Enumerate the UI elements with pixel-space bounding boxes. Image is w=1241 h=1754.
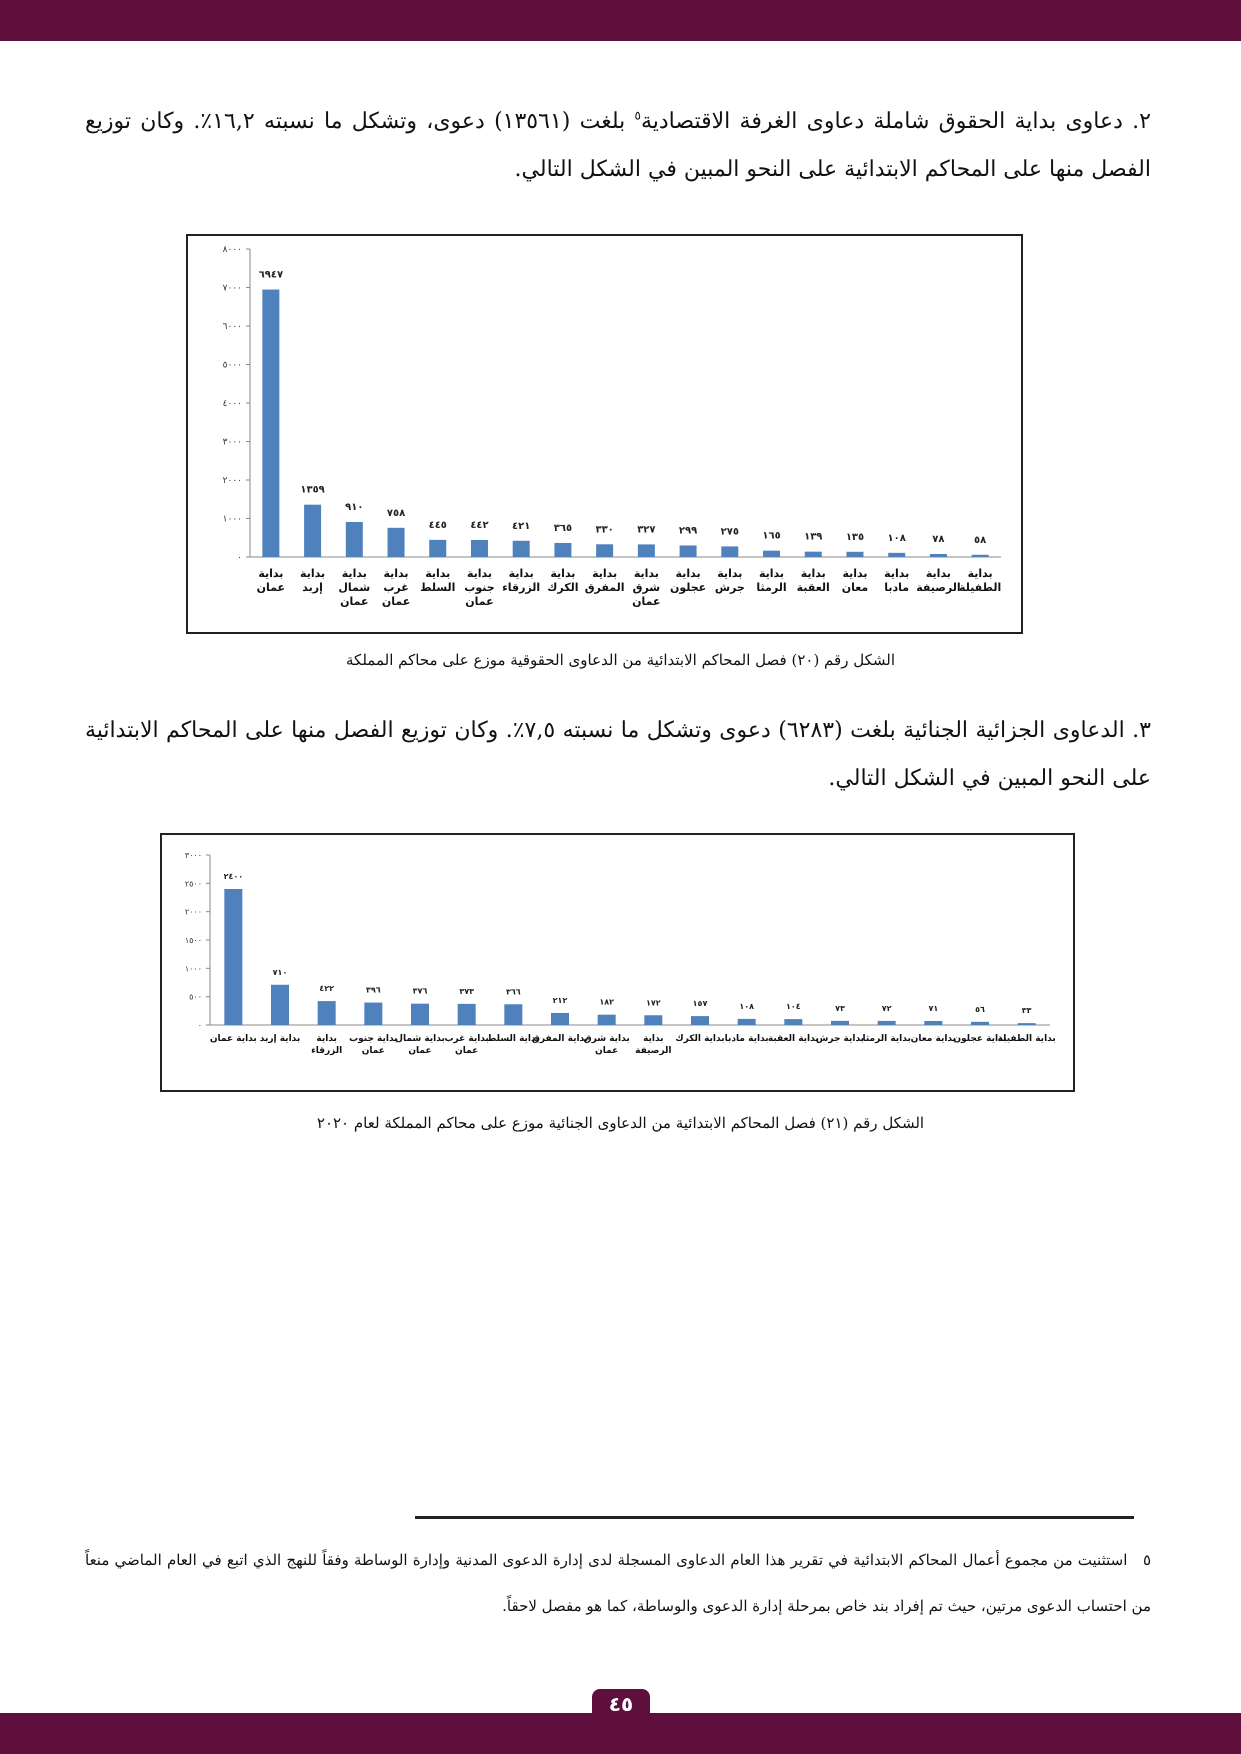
x-tick-label: بداية جنوب عمان: [464, 567, 495, 608]
bar: [504, 1004, 522, 1025]
bar: [224, 889, 242, 1025]
data-label: ٣٣٠: [595, 524, 614, 536]
bar: [458, 1004, 476, 1025]
paragraph-civil-cases-after: بلغت (١٣٥٦١) دعوى، وتشكل ما نسبته ١٦,٢٪. وكان توزيع الفصل منها على المحاكم الابتدائية على النحو المبين في الشكل التالي.: [85, 109, 1151, 182]
bar: [644, 1015, 662, 1025]
civil-cases-chart-svg: [188, 236, 1021, 632]
paragraph-civil-cases-before: ٢. دعاوى بداية الحقوق شاملة دعاوى الغرفة الاقتصادية: [640, 109, 1151, 134]
x-tick-label: بداية عمان: [209, 1034, 257, 1044]
y-tick-label: ٥٠٠٠: [222, 360, 242, 371]
x-tick-label: بداية العقبة: [796, 567, 830, 594]
footnote-text: استثنيت من مجموع أعمال المحاكم الابتدائية في تقرير هذا العام الدعاوى المسجلة لدى إدارة الدعوى المدنية وإدارة الوساطة وفقاً للنهج الذي اتبع في العام الماضي منعاً من احتساب الدعوى مرتين، حيث تم إفراد بند خاص بمرحلة إدارة الدعوى والوساطة، كما هو مفصل لاحقاً.: [85, 1551, 1151, 1615]
x-tick-label: بداية الكرك: [547, 567, 579, 594]
data-label: ٧١: [928, 1003, 939, 1013]
y-tick-label: ٢٠٠٠: [222, 476, 242, 486]
y-tick-label: ١٠٠٠: [184, 964, 202, 974]
x-tick-label: بداية معان: [910, 1034, 957, 1044]
bar: [878, 1021, 896, 1025]
x-tick-label: بداية الزرقاء: [311, 1034, 343, 1056]
data-label: ٤٢١: [512, 520, 531, 532]
x-tick-label: بداية الرصيفة: [916, 567, 961, 594]
data-label: ٣٣: [1021, 1006, 1032, 1016]
data-label: ٧٨: [932, 533, 945, 545]
bar: [318, 1001, 336, 1025]
x-tick-label: بداية عجلون: [953, 1034, 1007, 1044]
page-number: ٤٥: [592, 1689, 650, 1719]
bar: [691, 1016, 709, 1025]
bar: [304, 505, 321, 557]
bar: [831, 1021, 849, 1025]
data-label: ١٠٨: [739, 1001, 754, 1011]
top-band: [0, 0, 1241, 41]
data-label: ١٧٢: [646, 998, 661, 1008]
footnote-separator: [415, 1516, 1134, 1519]
x-tick-label: بداية جرش: [815, 1034, 865, 1044]
bar: [784, 1019, 802, 1025]
x-tick-label: بداية الطفيلة: [959, 567, 1002, 594]
y-tick-label: ٦٠٠٠: [222, 322, 242, 332]
data-label: ١٦٥: [762, 530, 781, 542]
x-tick-label: بداية غرب عمان: [444, 1034, 489, 1056]
figure-21-caption: الشكل رقم (٢١) فصل المحاكم الابتدائية من الدعاوى الجنائية موزع على محاكم المملكة لعام ٢٠٢٠: [316, 1114, 925, 1132]
x-tick-label: بداية شرق عمان: [632, 567, 661, 608]
x-tick-label: بداية السلط: [487, 1034, 540, 1044]
bar: [680, 545, 697, 557]
criminal-cases-chart-svg: [162, 835, 1073, 1090]
data-label: ٤٤٥: [428, 519, 447, 531]
data-label: ٥٨: [974, 534, 987, 546]
bar: [513, 541, 530, 557]
data-label: ٧١٠: [272, 967, 288, 977]
bar: [805, 552, 822, 557]
y-tick-label: ٣٠٠٠: [222, 437, 242, 448]
bar: [598, 1015, 616, 1025]
x-tick-label: بداية الرصيفة: [635, 1034, 672, 1056]
bar: [971, 1022, 989, 1025]
bar: [972, 555, 989, 557]
data-label: ٣٦٦: [506, 987, 521, 997]
bar: [388, 528, 405, 557]
x-tick-label: بداية غرب عمان: [381, 567, 411, 608]
x-tick-label: بداية شمال عمان: [338, 567, 371, 608]
x-tick-label: بداية المفرق: [531, 1034, 589, 1044]
bar: [924, 1021, 942, 1025]
x-tick-label: بداية شرق عمان: [583, 1034, 630, 1056]
y-tick-label: ١٠٠٠: [222, 514, 242, 525]
x-tick-label: بداية إربد: [300, 567, 326, 594]
x-tick-label: بداية السلط: [420, 567, 456, 594]
paragraph-criminal-cases: ٣. الدعاوى الجزائية الجنائية بلغت (٦٢٨٣) دعوى وتشكل ما نسبته ٧,٥٪. وكان توزيع الفصل منها على المحاكم الابتدائية على النحو المبين في الشكل التالي.: [85, 718, 1151, 791]
y-tick-label: ٥٠٠: [189, 992, 202, 1002]
data-label: ١٠٤: [786, 1002, 801, 1012]
data-label: ٧٥٨: [386, 507, 406, 519]
bar: [411, 1004, 429, 1025]
data-label: ١٨٢: [599, 997, 614, 1007]
bar: [429, 540, 446, 557]
bar: [471, 540, 488, 557]
x-tick-label: بداية العقبة: [767, 1034, 819, 1044]
paragraph-civil-cases: [85, 98, 1151, 194]
criminal-cases-chart: [160, 833, 1075, 1092]
bar: [1018, 1023, 1036, 1025]
x-tick-label: بداية الزرقاء: [502, 567, 541, 594]
y-tick-label: ٨٠٠٠: [222, 245, 242, 255]
data-label: ٩١٠: [345, 501, 364, 513]
figure-20-caption: الشكل رقم (٢٠) فصل المحاكم الابتدائية من الدعاوى الحقوقية موزع على محاكم المملكة: [346, 651, 895, 669]
data-label: ٣٧٦: [412, 986, 428, 996]
y-tick-label: ٠: [237, 553, 242, 563]
x-tick-label: بداية إربد: [259, 1034, 301, 1044]
x-tick-label: بداية الرمثا: [862, 1034, 911, 1044]
data-label: ٣٩٦: [366, 985, 381, 995]
data-label: ١٠٨: [887, 532, 906, 544]
bar: [721, 546, 738, 557]
data-label: ١٣٥: [845, 531, 865, 543]
x-tick-label: بداية الكرك: [675, 1034, 725, 1044]
x-tick-label: بداية مادبا: [724, 1034, 769, 1044]
bar: [551, 1013, 569, 1025]
data-label: ٥٦: [975, 1004, 985, 1014]
data-label: ٢٧٥: [720, 526, 739, 538]
x-tick-label: بداية معان: [841, 567, 869, 594]
data-label: ٢١٢: [552, 995, 568, 1005]
bar: [738, 1019, 756, 1025]
x-tick-label: بداية جرش: [714, 567, 745, 594]
y-tick-label: ١٥٠٠: [184, 936, 202, 945]
bar: [888, 553, 905, 557]
data-label: ٣٢٧: [637, 524, 656, 536]
bar: [271, 985, 289, 1025]
data-label: ٣٦٥: [553, 522, 573, 534]
civil-cases-chart: [186, 234, 1023, 634]
x-tick-label: بداية الطفيلة: [997, 1034, 1056, 1044]
data-label: ٣٧٣: [459, 986, 474, 996]
x-tick-label: بداية شمال عمان: [395, 1034, 445, 1056]
x-tick-label: بداية عجلون: [669, 567, 707, 594]
x-tick-label: بداية الرمثا: [756, 567, 787, 594]
data-label: ٤٤٢: [470, 519, 489, 531]
x-tick-label: بداية مادبا: [884, 567, 910, 594]
bar: [763, 551, 780, 557]
footnote-marker: ٥: [1142, 1551, 1152, 1569]
y-tick-label: ٢٠٠٠: [184, 907, 202, 917]
bar: [262, 290, 279, 557]
data-label: ٢٩٩: [678, 525, 698, 537]
data-label: ٧٢: [881, 1003, 892, 1013]
data-label: ٤٢٢: [319, 984, 334, 994]
y-tick-label: ٠: [197, 1021, 202, 1030]
data-label: ١٣٥٩: [300, 484, 325, 496]
footnote-reference: ٥: [634, 108, 641, 123]
data-label: ٦٩٤٧: [258, 269, 284, 281]
bar: [638, 544, 655, 557]
bar: [346, 522, 363, 557]
y-tick-label: ٣٠٠٠: [184, 851, 202, 860]
x-tick-label: بداية جنوب عمان: [349, 1034, 398, 1056]
bottom-band: [0, 1713, 1241, 1754]
bar: [930, 554, 947, 557]
data-label: ٧٣: [835, 1003, 845, 1013]
x-tick-label: بداية المفرق: [584, 567, 625, 594]
y-tick-label: ٤٠٠٠: [222, 399, 242, 409]
y-tick-label: ٧٠٠٠: [222, 283, 242, 294]
bar: [364, 1003, 382, 1025]
bar: [846, 552, 863, 557]
y-tick-label: ٢٥٠٠: [184, 879, 202, 889]
bar: [596, 544, 613, 557]
data-label: ٢٤٠٠: [223, 872, 244, 881]
x-tick-label: بداية عمان: [256, 567, 286, 594]
bar: [554, 543, 571, 557]
data-label: ١٥٧: [692, 999, 708, 1009]
data-label: ١٣٩: [804, 531, 823, 543]
footnote: [85, 1537, 1151, 1629]
